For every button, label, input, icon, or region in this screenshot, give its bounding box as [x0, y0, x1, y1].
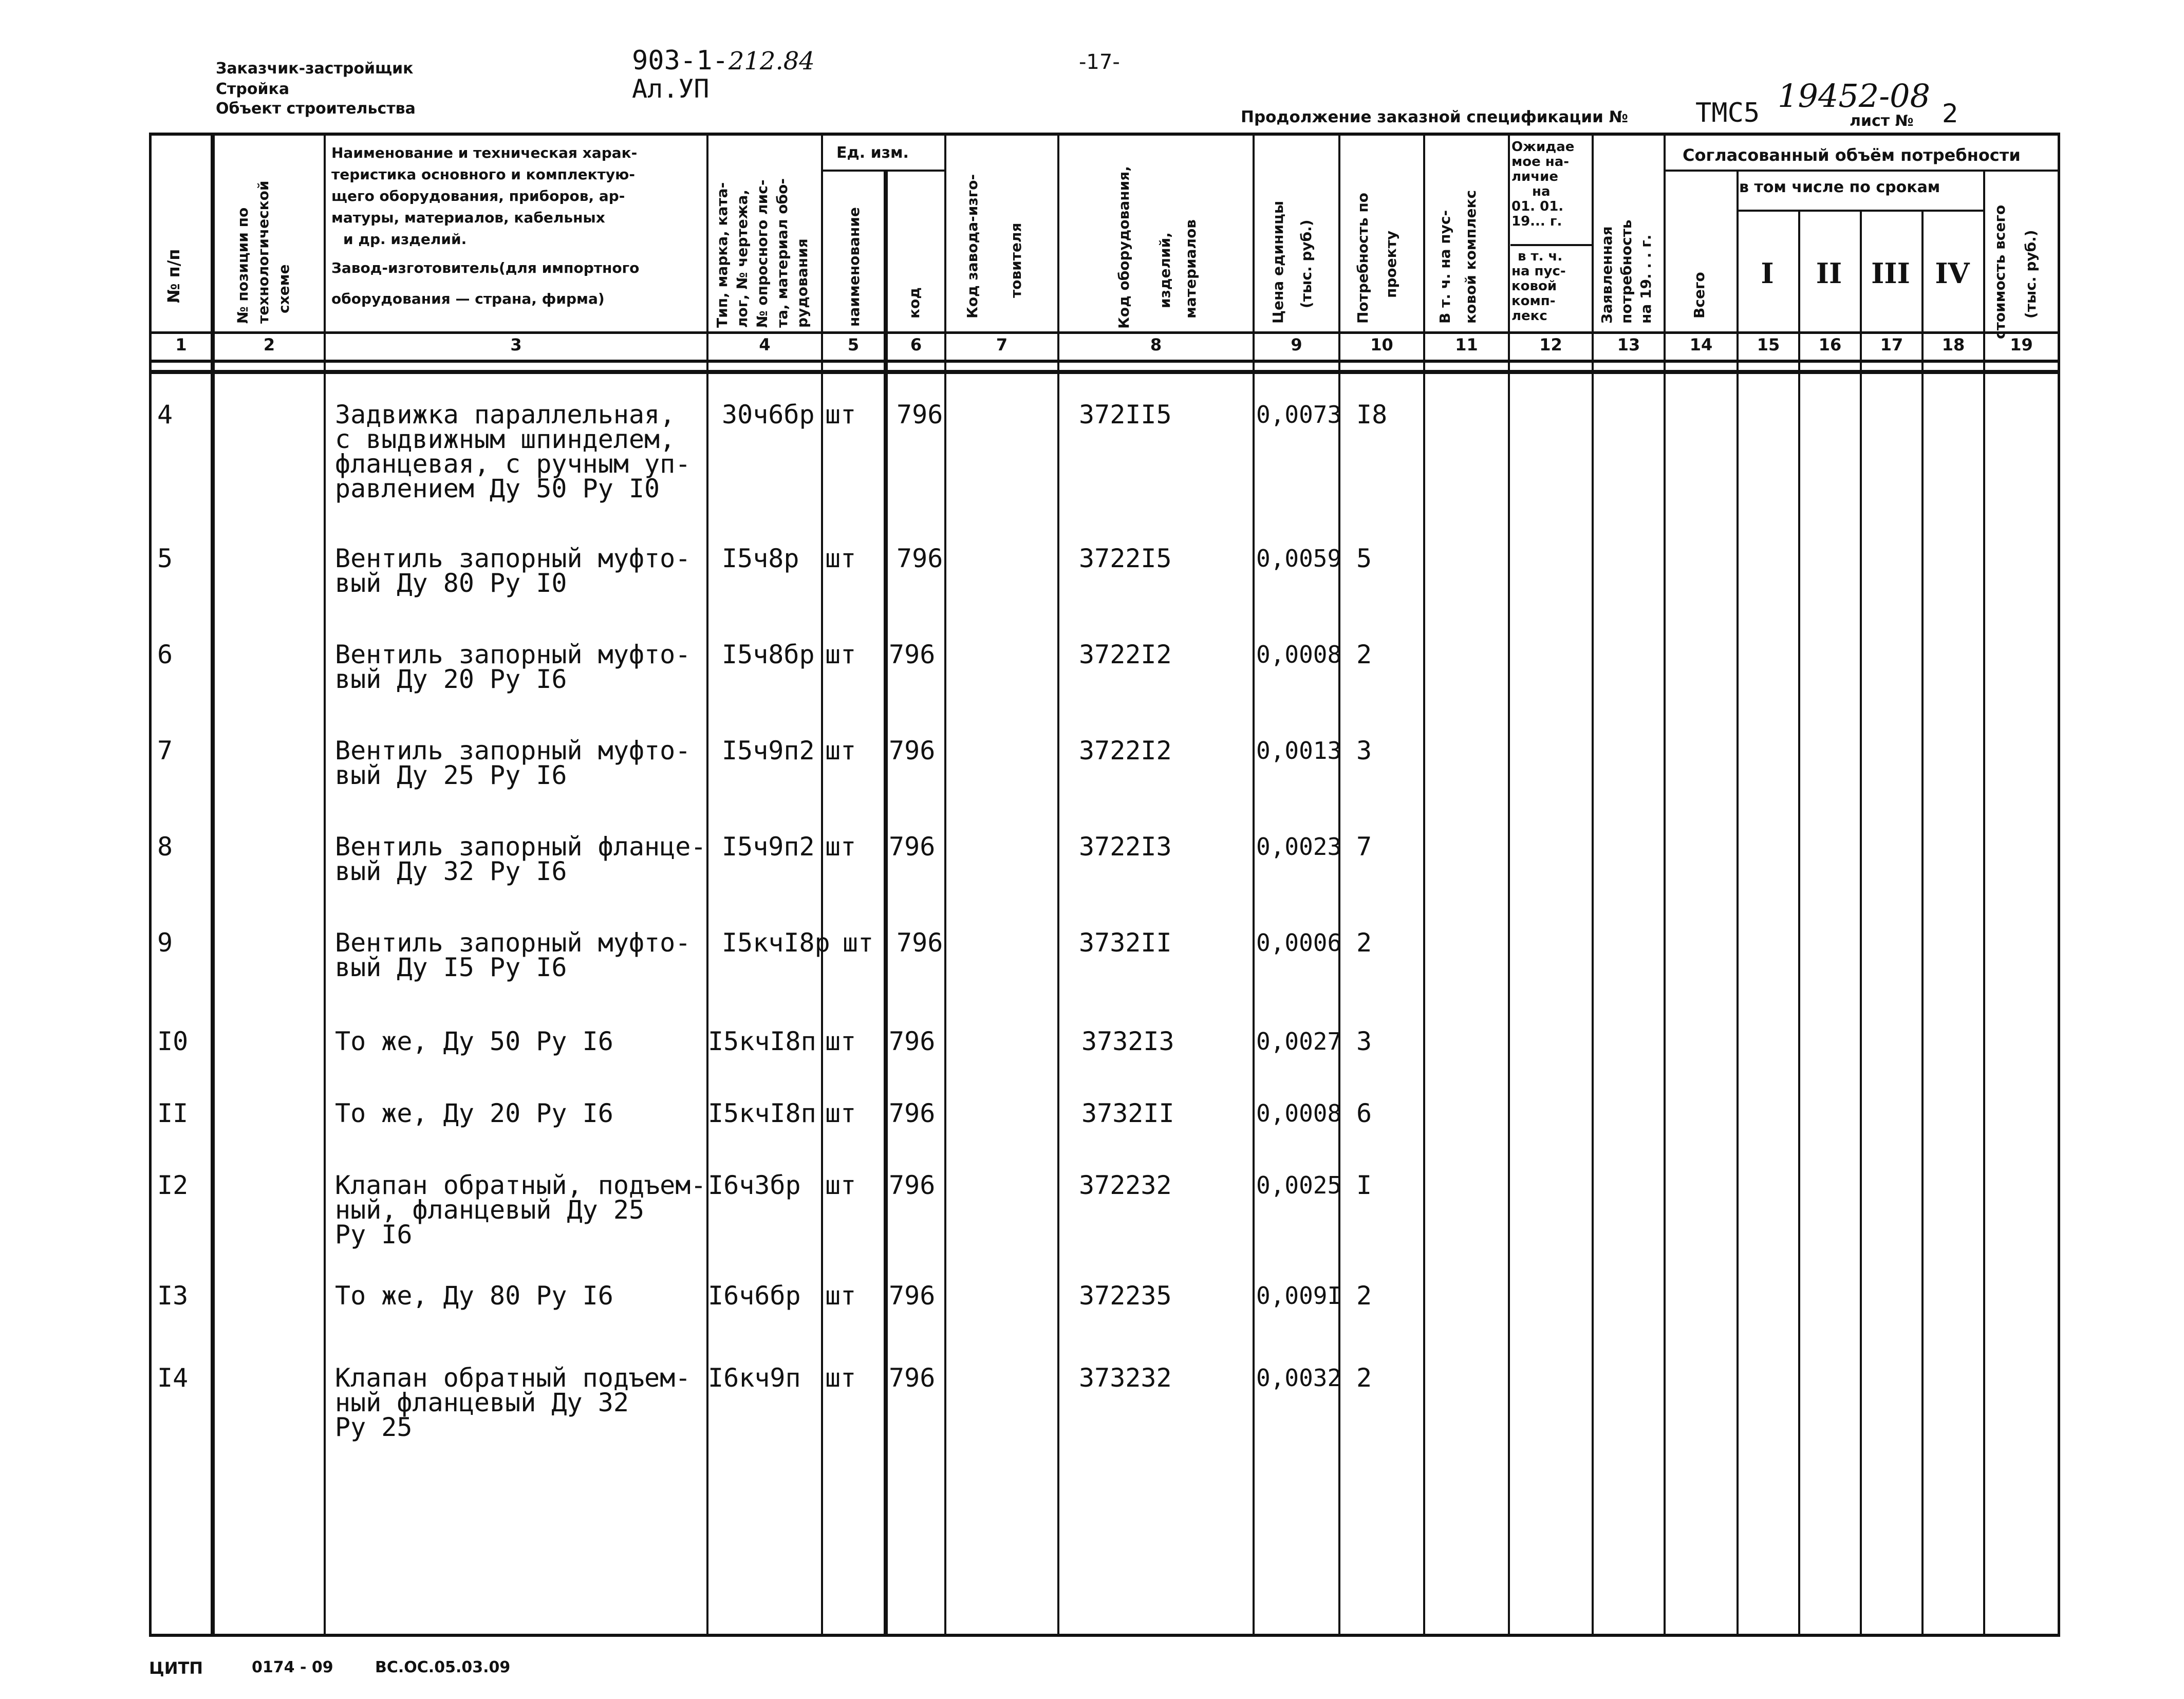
item-need: 7: [1356, 832, 1372, 862]
item-name-line: Вентиль запорный муфто-: [335, 928, 691, 958]
item-unit: шт: [825, 1170, 856, 1200]
footer-org: ЦИТП: [149, 1658, 203, 1678]
header-c3-l3: щего оборудования, приборов, ар-: [331, 188, 625, 204]
item-unit-code: 796: [897, 928, 943, 958]
col-border-18: [1983, 170, 1985, 1637]
item-name-line: ный, фланцевый Ду 25: [335, 1195, 645, 1225]
colnum-15: 15: [1757, 335, 1780, 354]
colnum-6: 6: [910, 335, 922, 354]
item-unit-code: 796: [897, 400, 943, 430]
col-border-5: [884, 170, 888, 1637]
col-border-15: [1798, 210, 1800, 1637]
spec-code: ТМС5: [1695, 98, 1760, 128]
item-type: I5ч9п2: [722, 832, 815, 862]
item-price: 0,0013: [1256, 737, 1342, 764]
row-number: I2: [157, 1170, 189, 1200]
header-c7-l1: Код завода-изго-: [964, 174, 981, 319]
header-c9-l2: (тыс. руб.): [1298, 219, 1315, 308]
header-c17: III: [1871, 257, 1910, 290]
item-type: I6кч9п: [708, 1363, 801, 1393]
colnum-1: 1: [175, 335, 187, 354]
item-unit-code: 796: [889, 1026, 936, 1056]
item-price: 0,0073: [1256, 401, 1342, 428]
item-name-line: Вентиль запорный муфто-: [335, 640, 691, 669]
item-price: 0,0023: [1256, 833, 1342, 861]
col-border-10: [1423, 133, 1425, 1637]
item-type: I5ч9п2: [722, 736, 815, 766]
doc-code-handwritten: 212.84: [728, 47, 815, 76]
header-c19-l1: стоимость всего: [1991, 204, 2008, 339]
header-c3-l4: матуры, материалов, кабельных: [331, 209, 605, 226]
colnum-16: 16: [1818, 335, 1842, 354]
colnum-17: 17: [1880, 335, 1903, 354]
header-c12b-l1: в т. ч.: [1518, 249, 1563, 264]
item-name-line: вый Ду I5 Ру I6: [335, 953, 567, 982]
item-need: I: [1356, 1170, 1372, 1200]
item-price: 0,009I: [1256, 1282, 1342, 1310]
item-name-line: То же, Ду 50 Ру I6: [335, 1026, 613, 1056]
body-top-line: [149, 370, 2060, 374]
header-c8-l1: Код оборудования,: [1115, 166, 1132, 329]
header-c11-l1: В т. ч. на пус-: [1436, 210, 1453, 324]
item-unit: шт: [825, 640, 856, 669]
header-c12b-l5: лекс: [1511, 308, 1547, 324]
col-border-2: [324, 133, 326, 1637]
item-unit-code: 796: [897, 544, 943, 573]
item-unit: шт: [825, 1026, 856, 1056]
header-c2-l3: схеме: [275, 264, 292, 313]
header-c12b: [1511, 249, 1566, 324]
header-c3-l7: оборудования — страна, фирма): [331, 290, 605, 307]
item-type: 30ч6бр: [722, 400, 815, 430]
colnum-4: 4: [759, 335, 771, 354]
header-agreed-group: Согласованный объём потребности: [1683, 145, 2021, 165]
header-terms-group: в том числе по срокам: [1739, 178, 1940, 196]
item-need: 5: [1356, 544, 1372, 573]
header-c13-l1: Заявленная: [1598, 226, 1615, 324]
album-label: Ал.УП: [632, 74, 710, 104]
item-need: 2: [1356, 640, 1372, 669]
col-border-9: [1338, 133, 1340, 1637]
item-unit-code: 796: [889, 1281, 936, 1311]
col-border-11: [1508, 133, 1510, 1637]
header-c8-l3: материалов: [1182, 219, 1199, 319]
item-equip-code: 3732II: [1081, 1098, 1174, 1128]
item-equip-code: 372II5: [1079, 400, 1172, 430]
header-c11-l2: ковой комплекс: [1462, 190, 1479, 324]
item-equip-code: 3732I3: [1081, 1026, 1174, 1056]
page-number: -17-: [1079, 50, 1120, 74]
header-c8-l2: изделий,: [1156, 232, 1173, 308]
item-unit-code: 796: [889, 736, 936, 766]
colnum-11: 11: [1455, 335, 1478, 354]
item-unit: шт: [825, 544, 856, 573]
header-c3-l1: Наименование и техническая харак-: [331, 144, 638, 161]
item-name-line: вый Ду 20 Ру I6: [335, 664, 567, 694]
item-type: I5кчI8п: [708, 1098, 816, 1128]
header-c18: IV: [1935, 257, 1970, 290]
item-name-line: Клапан обратный подъем-: [335, 1363, 691, 1393]
row-number: 5: [157, 544, 173, 573]
header-c4-l2: лог, № чертежа,: [734, 189, 751, 328]
item-type: I5ч8бр: [722, 640, 815, 669]
col-border-8: [1253, 133, 1255, 1637]
colnum-13: 13: [1617, 335, 1640, 354]
col-border-14: [1737, 170, 1739, 1637]
header-c12b-l3: ковой: [1511, 278, 1557, 294]
col-border-1: [211, 133, 215, 1637]
colnum-19: 19: [2010, 335, 2033, 354]
col-border-left: [149, 133, 152, 1637]
item-unit: шт: [825, 400, 856, 430]
table-top-border: [149, 133, 2060, 136]
colnum-8: 8: [1150, 335, 1162, 354]
header-c2-l2: технологической: [255, 180, 272, 324]
item-name-line: Вентиль запорный муфто-: [335, 736, 691, 766]
header-c12a-l5: 01. 01.: [1511, 199, 1564, 214]
item-price: 0,0008: [1256, 641, 1342, 668]
item-name-line: Ру I6: [335, 1220, 413, 1249]
colnum-14: 14: [1689, 335, 1713, 354]
item-unit: шт: [843, 928, 874, 958]
row-number: I0: [157, 1026, 189, 1056]
col-border-right: [2058, 133, 2060, 1637]
header-c10-l1: Потребность по: [1354, 193, 1371, 324]
header-unit-group: Ед. изм.: [836, 144, 909, 162]
item-price: 0,0059: [1256, 545, 1342, 572]
item-equip-code: 373232: [1079, 1363, 1172, 1393]
header-c12a: [1511, 140, 1574, 229]
colnum-bottom-line: [149, 360, 2060, 363]
header-c16: II: [1816, 257, 1842, 290]
item-price: 0,0025: [1256, 1171, 1342, 1199]
header-c13-l3: на 19. . . г.: [1637, 234, 1654, 324]
colnum-18: 18: [1942, 335, 1965, 354]
item-need: 2: [1356, 1363, 1372, 1393]
footer-num: 0174 - 09: [252, 1658, 333, 1676]
item-name-line: Вентиль запорный фланце-: [335, 832, 706, 862]
item-type: I5кчI8п: [708, 1026, 816, 1056]
spec-number: 19452-08: [1778, 77, 1931, 115]
header-c3-l2: теристика основного и комплектую-: [331, 166, 635, 183]
item-name-line: То же, Ду 20 Ру I6: [335, 1098, 613, 1128]
colnum-2: 2: [263, 335, 275, 354]
row-number: 6: [157, 640, 173, 669]
colnum-5: 5: [847, 335, 860, 354]
row-number: 4: [157, 400, 173, 430]
item-name-line: Ру 25: [335, 1412, 413, 1442]
item-name-line: равлением Ду 50 Ру I0: [335, 474, 660, 503]
item-name-line: То же, Ду 80 Ру I6: [335, 1281, 613, 1311]
item-unit: шт: [825, 736, 856, 766]
header-bottom-line: [149, 331, 2060, 334]
header-c4-l3: № опросного лис-: [754, 179, 771, 328]
item-type: I5кчI8р: [722, 928, 830, 958]
item-equip-code: 3722I5: [1079, 544, 1172, 573]
item-need: 3: [1356, 1026, 1372, 1056]
agreed-group-line: [1665, 170, 2060, 172]
header-c19-l2: (тыс. руб.): [2022, 230, 2039, 319]
item-name-line: вый Ду 80 Ру I0: [335, 568, 567, 598]
colnum-3: 3: [510, 335, 522, 354]
row-number: 7: [157, 736, 173, 766]
header-c12a-l2: мое на-: [1511, 154, 1570, 170]
col-border-7: [1057, 133, 1059, 1637]
header-c12b-l4: комп-: [1511, 293, 1556, 309]
colnum-7: 7: [996, 335, 1008, 354]
col-border-4: [821, 133, 823, 1637]
item-name-line: ный фланцевый Ду 32: [335, 1388, 629, 1417]
header-c13-l2: потребность: [1618, 219, 1635, 324]
header-c3-l5: и др. изделий.: [343, 231, 467, 248]
item-name-line: вый Ду 32 Ру I6: [335, 856, 567, 886]
header-c12a-l1: Ожидае: [1511, 139, 1575, 155]
item-name-line: с выдвижным шпинделем,: [335, 424, 676, 454]
colnum-9: 9: [1291, 335, 1302, 354]
item-unit-code: 796: [889, 640, 936, 669]
header-c5: наименование: [846, 207, 863, 327]
header-c7-l2: товителя: [1007, 222, 1024, 298]
item-name-line: Клапан обратный, подъем-: [335, 1170, 706, 1200]
item-equip-code: 3732II: [1079, 928, 1172, 958]
header-c3-l6: Завод-изготовитель(для импортного: [331, 259, 640, 276]
item-unit-code: 796: [889, 832, 936, 862]
colnum-12: 12: [1539, 335, 1562, 354]
item-unit: шт: [825, 1363, 856, 1393]
item-unit-code: 796: [889, 1363, 936, 1393]
sheet-number: 2: [1942, 99, 1958, 128]
col-border-16: [1860, 210, 1862, 1637]
col-border-12: [1592, 133, 1594, 1637]
item-need: I8: [1356, 400, 1388, 430]
item-type: I6ч6бр: [708, 1281, 801, 1311]
col-border-3: [706, 133, 708, 1637]
row-number: I3: [157, 1281, 189, 1311]
item-price: 0,0006: [1256, 929, 1342, 957]
item-need: 2: [1356, 928, 1372, 958]
object-label: Объект строительства: [216, 100, 416, 118]
row-number: II: [157, 1098, 189, 1128]
header-c12a-l4: на: [1532, 184, 1551, 199]
header-c4-l5: рудования: [794, 238, 811, 328]
header-c10-l2: проекту: [1383, 230, 1399, 298]
item-unit: шт: [825, 832, 856, 862]
header-c6: код: [906, 287, 923, 319]
item-unit-code: 796: [889, 1098, 936, 1128]
header-c12a-l6: 19... г.: [1511, 214, 1562, 229]
table-bottom-border: [149, 1634, 2060, 1637]
col-border-6: [944, 133, 946, 1637]
item-unit: шт: [825, 1098, 856, 1128]
header-c15: I: [1761, 257, 1774, 290]
customer-label: Заказчик-застройщик: [216, 60, 414, 78]
item-name-line: Задвижка параллельная,: [335, 400, 676, 430]
row-number: I4: [157, 1363, 189, 1393]
doc-code: [632, 45, 815, 76]
item-equip-code: 3722I2: [1079, 640, 1172, 669]
item-equip-code: 3722I3: [1079, 832, 1172, 862]
header-c9-l1: Цена единицы: [1270, 200, 1286, 324]
item-price: 0,0008: [1256, 1099, 1342, 1127]
item-price: 0,0032: [1256, 1364, 1342, 1392]
item-price: 0,0027: [1256, 1028, 1342, 1055]
construction-label: Стройка: [216, 80, 290, 98]
colnum-10: 10: [1370, 335, 1393, 354]
header-c12b-l2: на пус-: [1511, 264, 1566, 279]
row-number: 9: [157, 928, 173, 958]
item-unit: шт: [825, 1281, 856, 1311]
item-equip-code: 372232: [1079, 1170, 1172, 1200]
header-c4-l4: та, материал обо-: [774, 178, 791, 328]
continuation-label: Продолжение заказной спецификации №: [1241, 108, 1628, 126]
item-equip-code: 3722I2: [1079, 736, 1172, 766]
item-need: 3: [1356, 736, 1372, 766]
sheet-label: лист №: [1850, 112, 1914, 130]
item-need: 6: [1356, 1098, 1372, 1128]
header-c4-l1: Тип, марка, ката-: [714, 182, 731, 328]
item-name-line: фланцевая, с ручным уп-: [335, 449, 691, 479]
item-unit-code: 796: [889, 1170, 936, 1200]
header-c12a-l3: личие: [1511, 169, 1558, 184]
col-border-13: [1664, 133, 1666, 1637]
item-name-line: Вентиль запорный муфто-: [335, 544, 691, 573]
item-equip-code: 372235: [1079, 1281, 1172, 1311]
row-number: 8: [157, 832, 173, 862]
item-type: I6ч3бр: [708, 1170, 801, 1200]
doc-code-printed: 903-1-: [632, 45, 729, 76]
col-border-17: [1921, 210, 1924, 1637]
item-need: 2: [1356, 1281, 1372, 1311]
header-c1: № п/п: [164, 249, 183, 303]
header-c2-l1: № позиции по: [234, 207, 251, 324]
item-name-line: вый Ду 25 Ру I6: [335, 760, 567, 790]
footer-code: ВС.ОС.05.03.09: [375, 1658, 511, 1676]
item-type: I5ч8р: [722, 544, 799, 573]
col12-split-line: [1510, 244, 1593, 246]
header-c14: Всего: [1691, 272, 1708, 319]
